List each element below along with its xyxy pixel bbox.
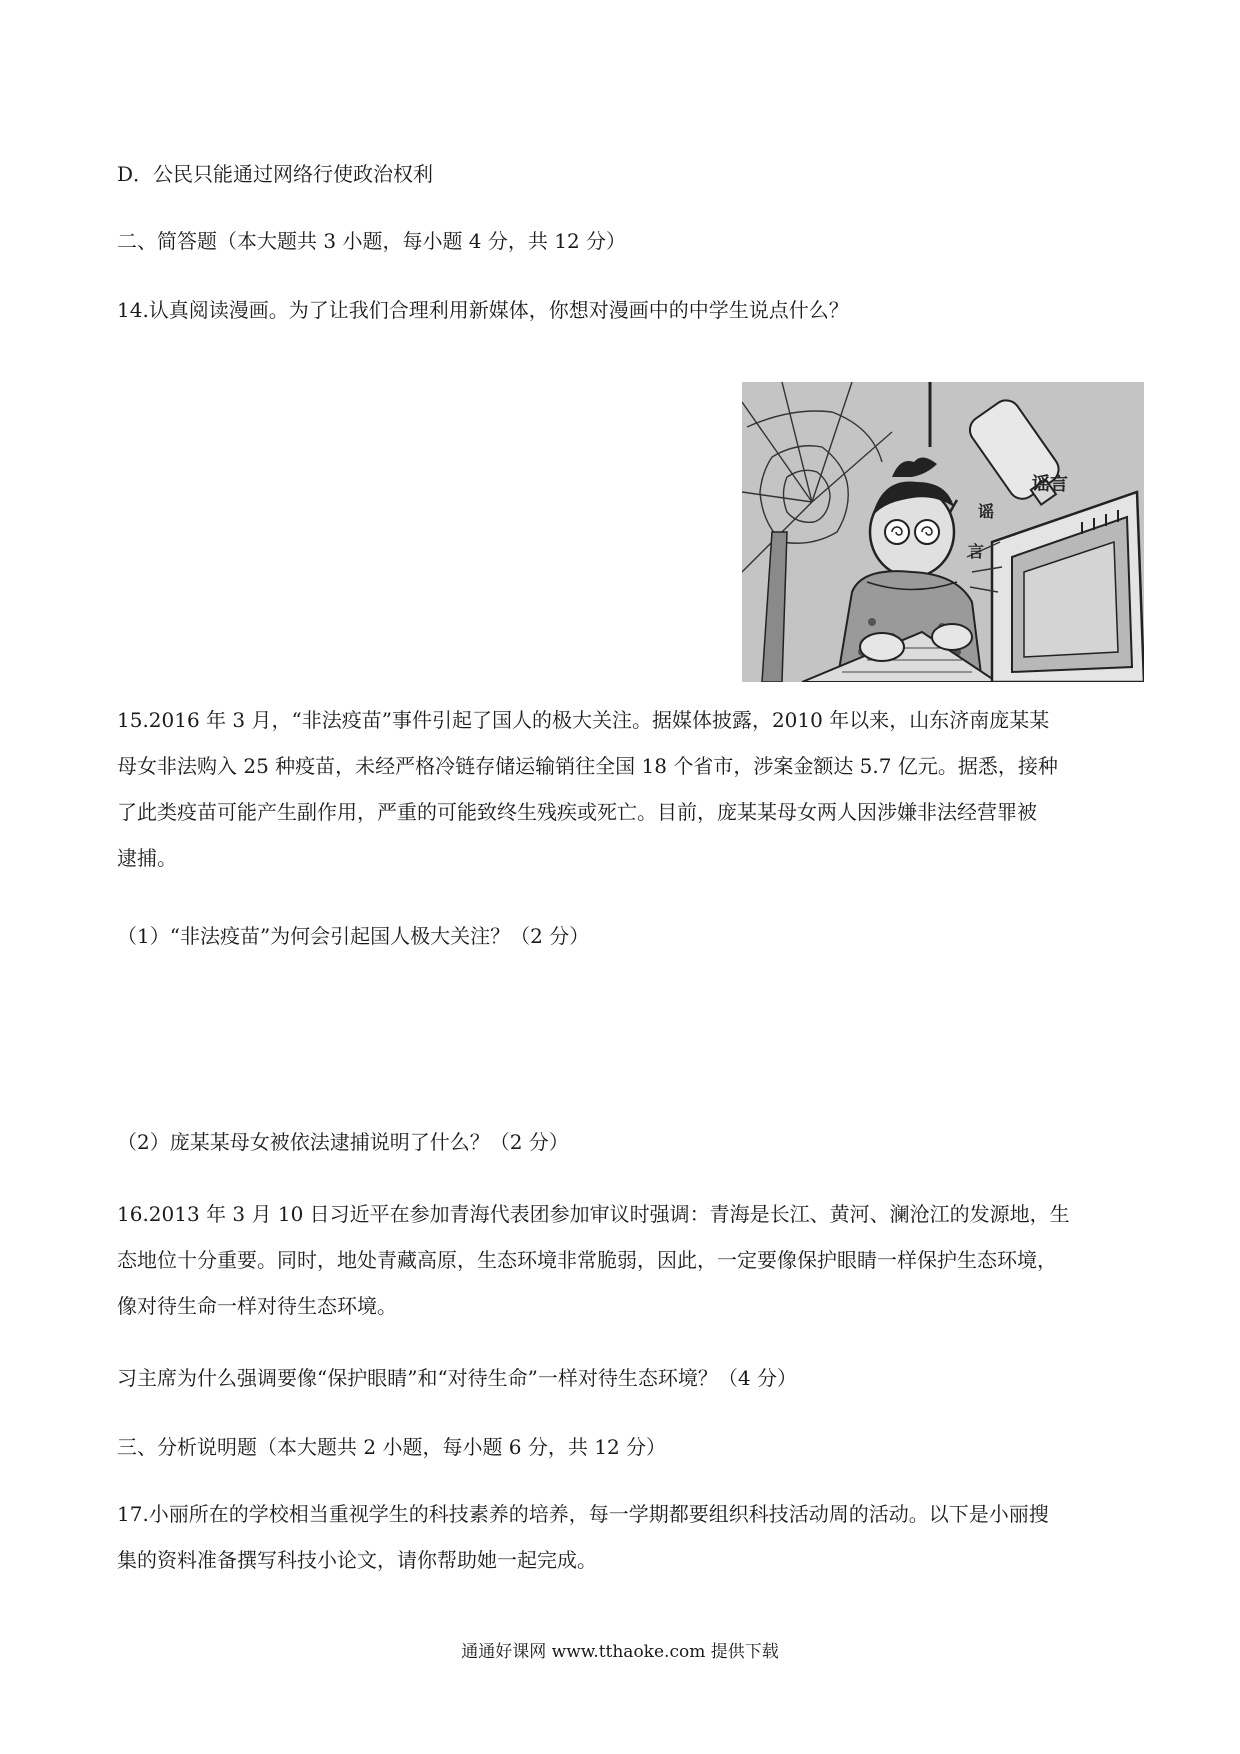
section-2-heading: 二、简答题（本大题共 3 小题，每小题 4 分，共 12 分） <box>117 229 627 253</box>
cartoon-label-rumor-3: 言 <box>968 542 985 561</box>
question-16-prompt: 习主席为什么强调要像“保护眼睛”和“对待生命”一样对待生态环境？（4 分） <box>117 1366 797 1390</box>
question-15-sub-1: （1）“非法疫苗”为何会引起国人极大关注？（2 分） <box>117 924 590 948</box>
cartoon-label-rumor-2: 谣 <box>978 502 995 521</box>
q13-option-d: D．公民只能通过网络行使政治权利 <box>117 162 434 186</box>
page-footer: 通通好课网 www.tthaoke.com 提供下载 <box>461 1642 779 1662</box>
cartoon-label-rumor-1: 谣言 <box>1032 474 1068 495</box>
question-15-line: 母女非法购入 25 种疫苗，未经严格冷链存储运输销往全国 18 个省市，涉案金额达 5.7 亿元。据悉，接种 <box>117 754 1058 778</box>
question-16-line: 态地位十分重要。同时，地处青藏高原，生态环境非常脆弱，因此，一定要像保护眼睛一样保护生态环境， <box>117 1248 1057 1272</box>
question-14-text: 14.认真阅读漫画。为了让我们合理利用新媒体，你想对漫画中的中学生说点什么？ <box>117 298 849 322</box>
cartoon-image <box>742 382 1144 682</box>
question-16-text <box>117 1191 1137 1329</box>
question-17-text <box>117 1491 1137 1583</box>
question-17-line: 17.小丽所在的学校相当重视学生的科技素养的培养，每一学期都要组织科技活动周的活动。以下是小丽搜 <box>117 1502 1049 1526</box>
question-16-line: 16.2013 年 3 月 10 日习近平在参加青海代表团参加审议时强调：青海是长江、黄河、澜沧江的发源地，生 <box>117 1202 1070 1226</box>
question-15-text <box>117 697 1137 881</box>
question-15-sub-2: （2）庞某某母女被依法逮捕说明了什么？（2 分） <box>117 1130 569 1154</box>
question-17-line: 集的资料准备撰写科技小论文，请你帮助她一起完成。 <box>117 1548 597 1572</box>
section-3-heading: 三、分析说明题（本大题共 2 小题，每小题 6 分，共 12 分） <box>117 1435 667 1459</box>
question-16-line: 像对待生命一样对待生态环境。 <box>117 1294 397 1318</box>
question-15-line: 15.2016 年 3 月，“非法疫苗”事件引起了国人的极大关注。据媒体披露，2010 年以来，山东济南庞某某 <box>117 708 1050 732</box>
question-15-line: 逮捕。 <box>117 846 177 870</box>
question-15-line: 了此类疫苗可能产生副作用，严重的可能致终生残疾或死亡。目前，庞某某母女两人因涉嫌非法经营罪被 <box>117 800 1037 824</box>
